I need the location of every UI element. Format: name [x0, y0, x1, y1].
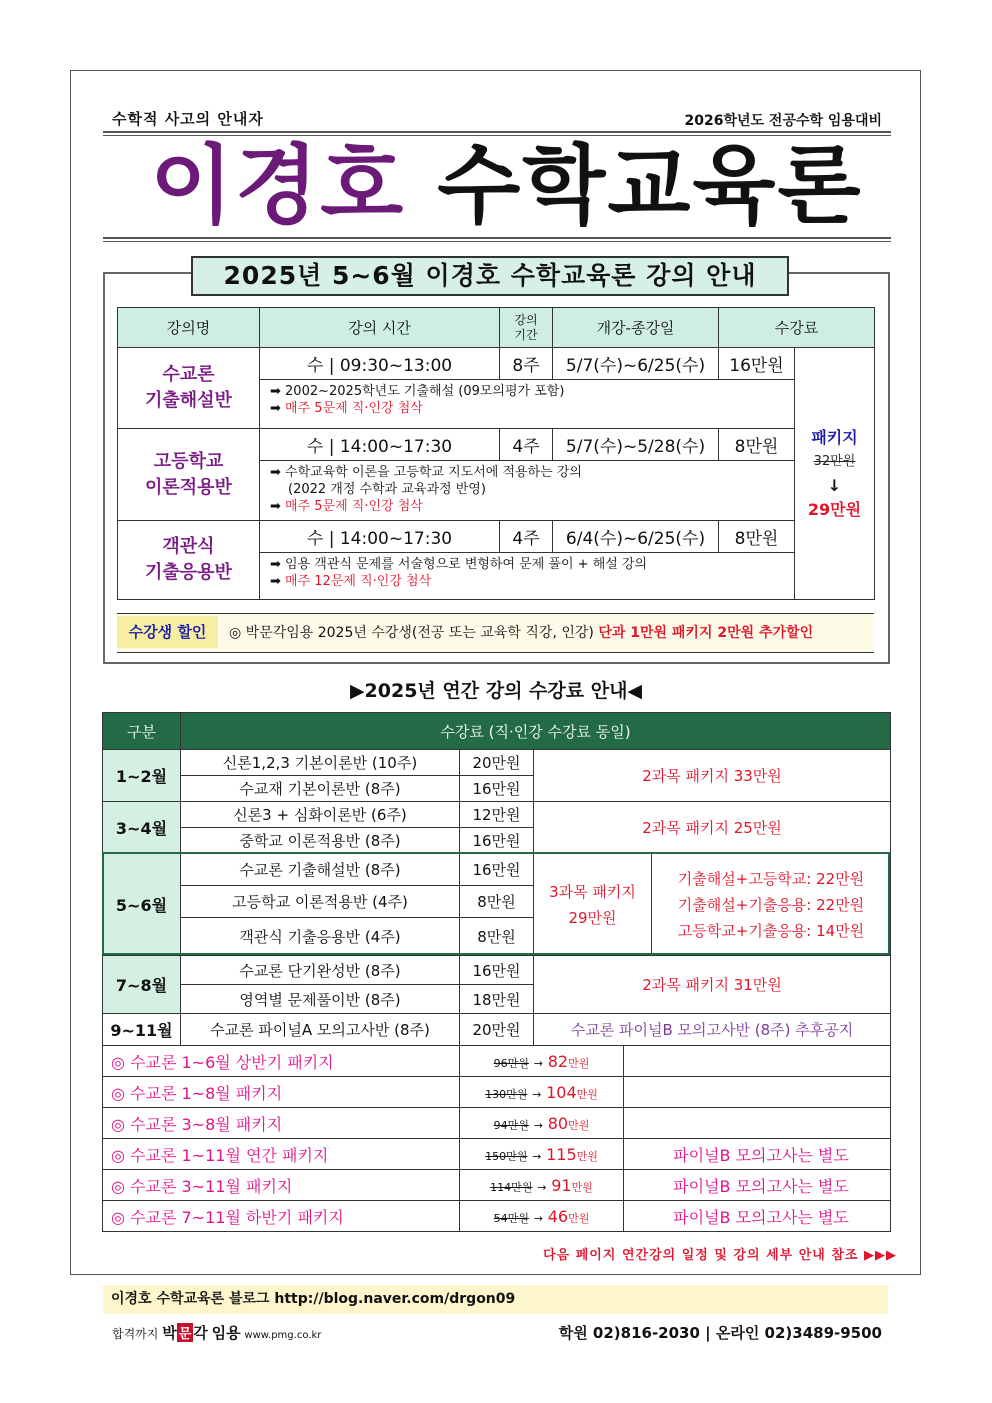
- logo-mark: 문: [177, 1323, 194, 1342]
- desc-line: [270, 498, 786, 515]
- course-name: 수교론 기출해설반 (8주): [181, 854, 460, 886]
- package-price: [460, 1139, 624, 1170]
- arrow-right-icon: ➡: [270, 557, 286, 572]
- discount-highlight: 단과 1만원 패키지 2만원 추가할인: [598, 625, 814, 641]
- course-name: 수교론 단기완성반 (8주): [181, 956, 460, 985]
- new-price-unit: 만원: [568, 1118, 590, 1132]
- course-time: 수 | 14:00~17:30: [260, 429, 500, 461]
- old-price: 114만원: [490, 1180, 533, 1194]
- title-subject: 수학교육론: [437, 136, 863, 236]
- course-fee: 8만원: [460, 918, 534, 956]
- package-line: 3과목 패키지: [549, 882, 636, 901]
- arrow-right-icon: →: [533, 1211, 543, 1225]
- next-page-note: 다음 페이지 연간강의 일정 및 강의 세부 안내 참조 ▶▶▶: [543, 1248, 897, 1263]
- period-label: 3~4월: [103, 802, 181, 854]
- package-price: [460, 1077, 624, 1108]
- desc-line: [270, 573, 786, 590]
- annual-title: ▶2025년 연간 강의 수강료 안내◀: [349, 680, 643, 702]
- desc-text: 매주 5문제 직·인강 첨삭: [285, 401, 423, 416]
- course-description: [260, 553, 795, 600]
- logo-url: www.pmg.co.kr: [244, 1330, 322, 1341]
- new-price: [551, 1176, 593, 1195]
- course-table: [117, 307, 875, 600]
- course-box-title: 2025년 5~6월 이경호 수학교육론 강의 안내: [191, 256, 789, 296]
- arrow-right-icon: →: [533, 1056, 543, 1070]
- new-price-value: 115: [546, 1144, 577, 1164]
- new-price-value: 80: [547, 1113, 569, 1133]
- course-name: 중학교 이론적용반 (8주): [181, 828, 460, 854]
- course-fee: 8만원: [719, 521, 795, 553]
- course-fee: 18만원: [460, 985, 534, 1014]
- package-price: 2과목 패키지 25만원: [534, 802, 891, 854]
- new-price-value: 46: [547, 1206, 569, 1226]
- new-price-value: 104: [546, 1082, 577, 1102]
- package-line: 29만원: [568, 908, 617, 927]
- old-price: 54만원: [493, 1211, 529, 1225]
- course-name: 고등학교 이론적용반 (4주): [181, 886, 460, 918]
- logo-part: 임용: [211, 1324, 241, 1342]
- course-name: [118, 429, 260, 521]
- package-price: 2과목 패키지 33만원: [534, 750, 891, 802]
- arrow-right-icon: →: [533, 1118, 543, 1132]
- header-course-name: 강의명: [118, 308, 260, 348]
- course-fee: 16만원: [719, 348, 795, 380]
- desc-line: [270, 400, 786, 417]
- course-fee: 8만원: [719, 429, 795, 461]
- course-note: 수교론 파이널B 모의고사반 (8주) 추후공지: [534, 1014, 891, 1046]
- old-price: 150만원: [485, 1149, 528, 1163]
- package-new-price: 29만원: [807, 499, 862, 519]
- blog-link[interactable]: 이경호 수학교육론 블로그 http://blog.naver.com/drgon09: [103, 1285, 888, 1314]
- course-description: [260, 461, 795, 521]
- new-price: [546, 1083, 598, 1102]
- course-name-line: 이론적용반: [145, 476, 232, 498]
- arrow-right-icon: ➡: [270, 401, 286, 416]
- annual-table: [102, 712, 891, 1232]
- course-fee: 20만원: [460, 1014, 534, 1046]
- contact-info: 학원 02)816-2030 | 온라인 02)3489-9500: [558, 1324, 882, 1342]
- divider: [103, 241, 891, 242]
- divider: [103, 237, 891, 239]
- arrow-down-icon: ↓: [827, 475, 842, 495]
- course-fee: 8만원: [460, 886, 534, 918]
- discount-desc: ◎ 박문각임용 2025년 수강생(전공 또는 교육학 직강, 인강): [229, 625, 594, 641]
- discount-label: 수강생 할인: [117, 616, 218, 648]
- package-price: [460, 1170, 624, 1201]
- period-label: 5~6월: [103, 854, 181, 956]
- tagline: 수학적 사고의 안내자: [112, 110, 264, 128]
- package-note: 파이널B 모의고사는 별도: [624, 1201, 891, 1232]
- desc-line: (2022 개정 수학과 교육과정 반영): [288, 482, 486, 497]
- package-note: 파이널B 모의고사는 별도: [624, 1170, 891, 1201]
- new-price-value: 82: [547, 1051, 569, 1071]
- header-fee: 수강료: [719, 308, 875, 348]
- package-price: [460, 1108, 624, 1139]
- old-price: 96만원: [493, 1056, 529, 1070]
- new-price-unit: 만원: [576, 1087, 598, 1101]
- old-price: 94만원: [493, 1118, 529, 1132]
- course-description: [260, 380, 795, 429]
- period-label: 7~8월: [103, 956, 181, 1014]
- new-price-unit: 만원: [568, 1056, 590, 1070]
- combo-prices: [652, 854, 891, 956]
- course-weeks: 4주: [500, 429, 553, 461]
- course-fee: 16만원: [460, 956, 534, 985]
- discount-bar: [117, 613, 874, 653]
- course-name-line: 수교론: [162, 364, 215, 385]
- new-price-unit: 만원: [576, 1149, 598, 1163]
- package-cell: [795, 348, 875, 600]
- course-fee: 20만원: [460, 750, 534, 776]
- package-name: ◎ 수교론 1~6월 상반기 패키지: [103, 1046, 460, 1077]
- header-fee: 수강료 (직·인강 수강료 동일): [181, 713, 891, 750]
- page-title: [150, 136, 863, 236]
- package-old-price: 32만원: [813, 453, 856, 469]
- course-weeks: 4주: [500, 521, 553, 553]
- header-duration: 강의 기간: [500, 308, 553, 348]
- course-name: 수교재 기본이론반 (8주): [181, 776, 460, 802]
- arrow-right-icon: ➡: [270, 384, 286, 399]
- desc-line: [270, 383, 786, 400]
- package-name: ◎ 수교론 1~8월 패키지: [103, 1077, 460, 1108]
- package-name: ◎ 수교론 3~11월 패키지: [103, 1170, 460, 1201]
- new-price-unit: 만원: [571, 1180, 593, 1194]
- course-time: 수 | 09:30~13:00: [260, 348, 500, 380]
- logo-pre: 합격까지: [112, 1327, 159, 1341]
- course-time: 수 | 14:00~17:30: [260, 521, 500, 553]
- header-period: 구분: [103, 713, 181, 750]
- package-price: [460, 1201, 624, 1232]
- package-note: [624, 1108, 891, 1139]
- package-price: [460, 1046, 624, 1077]
- package-label: 패키지: [811, 427, 858, 447]
- combo-line: 기출해설+기출응용: 22만원: [677, 895, 865, 914]
- course-name: [118, 521, 260, 600]
- package-price: [534, 854, 652, 956]
- package-name: ◎ 수교론 3~8월 패키지: [103, 1108, 460, 1139]
- course-fee: 12만원: [460, 802, 534, 828]
- arrow-right-icon: ➡: [270, 499, 286, 514]
- package-note: 파이널B 모의고사는 별도: [624, 1139, 891, 1170]
- period-label: 9~11월: [103, 1014, 181, 1046]
- course-name-line: 객관식: [162, 536, 215, 557]
- desc-text: 수학교육학 이론을 고등학교 지도서에 적용하는 강의: [285, 465, 582, 480]
- package-note: [624, 1077, 891, 1108]
- package-price: 2과목 패키지 31만원: [534, 956, 891, 1014]
- header-period: 개강-종강일: [553, 308, 719, 348]
- desc-line: [270, 556, 786, 573]
- combo-line: 고등학교+기출응용: 14만원: [677, 921, 865, 940]
- course-fee: 16만원: [460, 776, 534, 802]
- course-dates: 5/7(수)~5/28(수): [553, 429, 719, 461]
- old-price: 130만원: [485, 1087, 528, 1101]
- desc-text: 2002~2025학년도 기출해설 (09모의평가 포함): [285, 384, 565, 399]
- new-price-value: 91: [551, 1175, 572, 1195]
- package-name: ◎ 수교론 1~11월 연간 패키지: [103, 1139, 460, 1170]
- course-name-line: 기출해설반: [145, 390, 232, 411]
- course-name-line: 기출응용반: [145, 562, 232, 583]
- new-price: [546, 1145, 598, 1164]
- logo-part: 각: [193, 1324, 208, 1342]
- logo: [112, 1322, 321, 1343]
- arrow-right-icon: →: [537, 1180, 547, 1194]
- new-price: [548, 1207, 590, 1226]
- course-name: 신론3 + 심화이론반 (6주): [181, 802, 460, 828]
- new-price: [548, 1052, 590, 1071]
- course-fee: 16만원: [460, 828, 534, 854]
- logo-part: 박: [162, 1324, 177, 1342]
- course-weeks: 8주: [500, 348, 553, 380]
- arrow-right-icon: ➡: [270, 465, 286, 480]
- course-name: 신론1,2,3 기본이론반 (10주): [181, 750, 460, 776]
- period-label: 1~2월: [103, 750, 181, 802]
- desc-text: 매주 5문제 직·인강 첨삭: [285, 499, 423, 514]
- course-dates: 5/7(수)~6/25(수): [553, 348, 719, 380]
- year-label: 2026학년도 전공수학 임용대비: [684, 113, 882, 129]
- arrow-right-icon: →: [532, 1087, 542, 1101]
- new-price: [548, 1114, 590, 1133]
- course-name: [118, 348, 260, 429]
- desc-text: 매주 12문제 직·인강 첨삭: [285, 574, 432, 589]
- course-name: 객관식 기출응용반 (4주): [181, 918, 460, 956]
- arrow-right-icon: →: [532, 1149, 542, 1163]
- divider: [103, 131, 891, 133]
- course-name: 수교론 파이널A 모의고사반 (8주): [181, 1014, 460, 1046]
- title-name: 이경호: [150, 136, 406, 236]
- course-name-line: 고등학교: [153, 450, 224, 472]
- package-note: [624, 1046, 891, 1077]
- combo-line: 기출해설+고등학교: 22만원: [677, 869, 865, 888]
- new-price-unit: 만원: [568, 1211, 590, 1225]
- course-dates: 6/4(수)~6/25(수): [553, 521, 719, 553]
- package-name: ◎ 수교론 7~11월 하반기 패키지: [103, 1201, 460, 1232]
- arrow-right-icon: ➡: [270, 574, 286, 589]
- header-time: 강의 시간: [260, 308, 500, 348]
- course-fee: 16만원: [460, 854, 534, 886]
- course-name: 영역별 문제풀이반 (8주): [181, 985, 460, 1014]
- desc-line: [270, 464, 786, 481]
- desc-text: 임용 객관식 문제를 서술형으로 변형하여 문제 풀이 + 해설 강의: [285, 557, 648, 572]
- discount-text: [229, 614, 813, 652]
